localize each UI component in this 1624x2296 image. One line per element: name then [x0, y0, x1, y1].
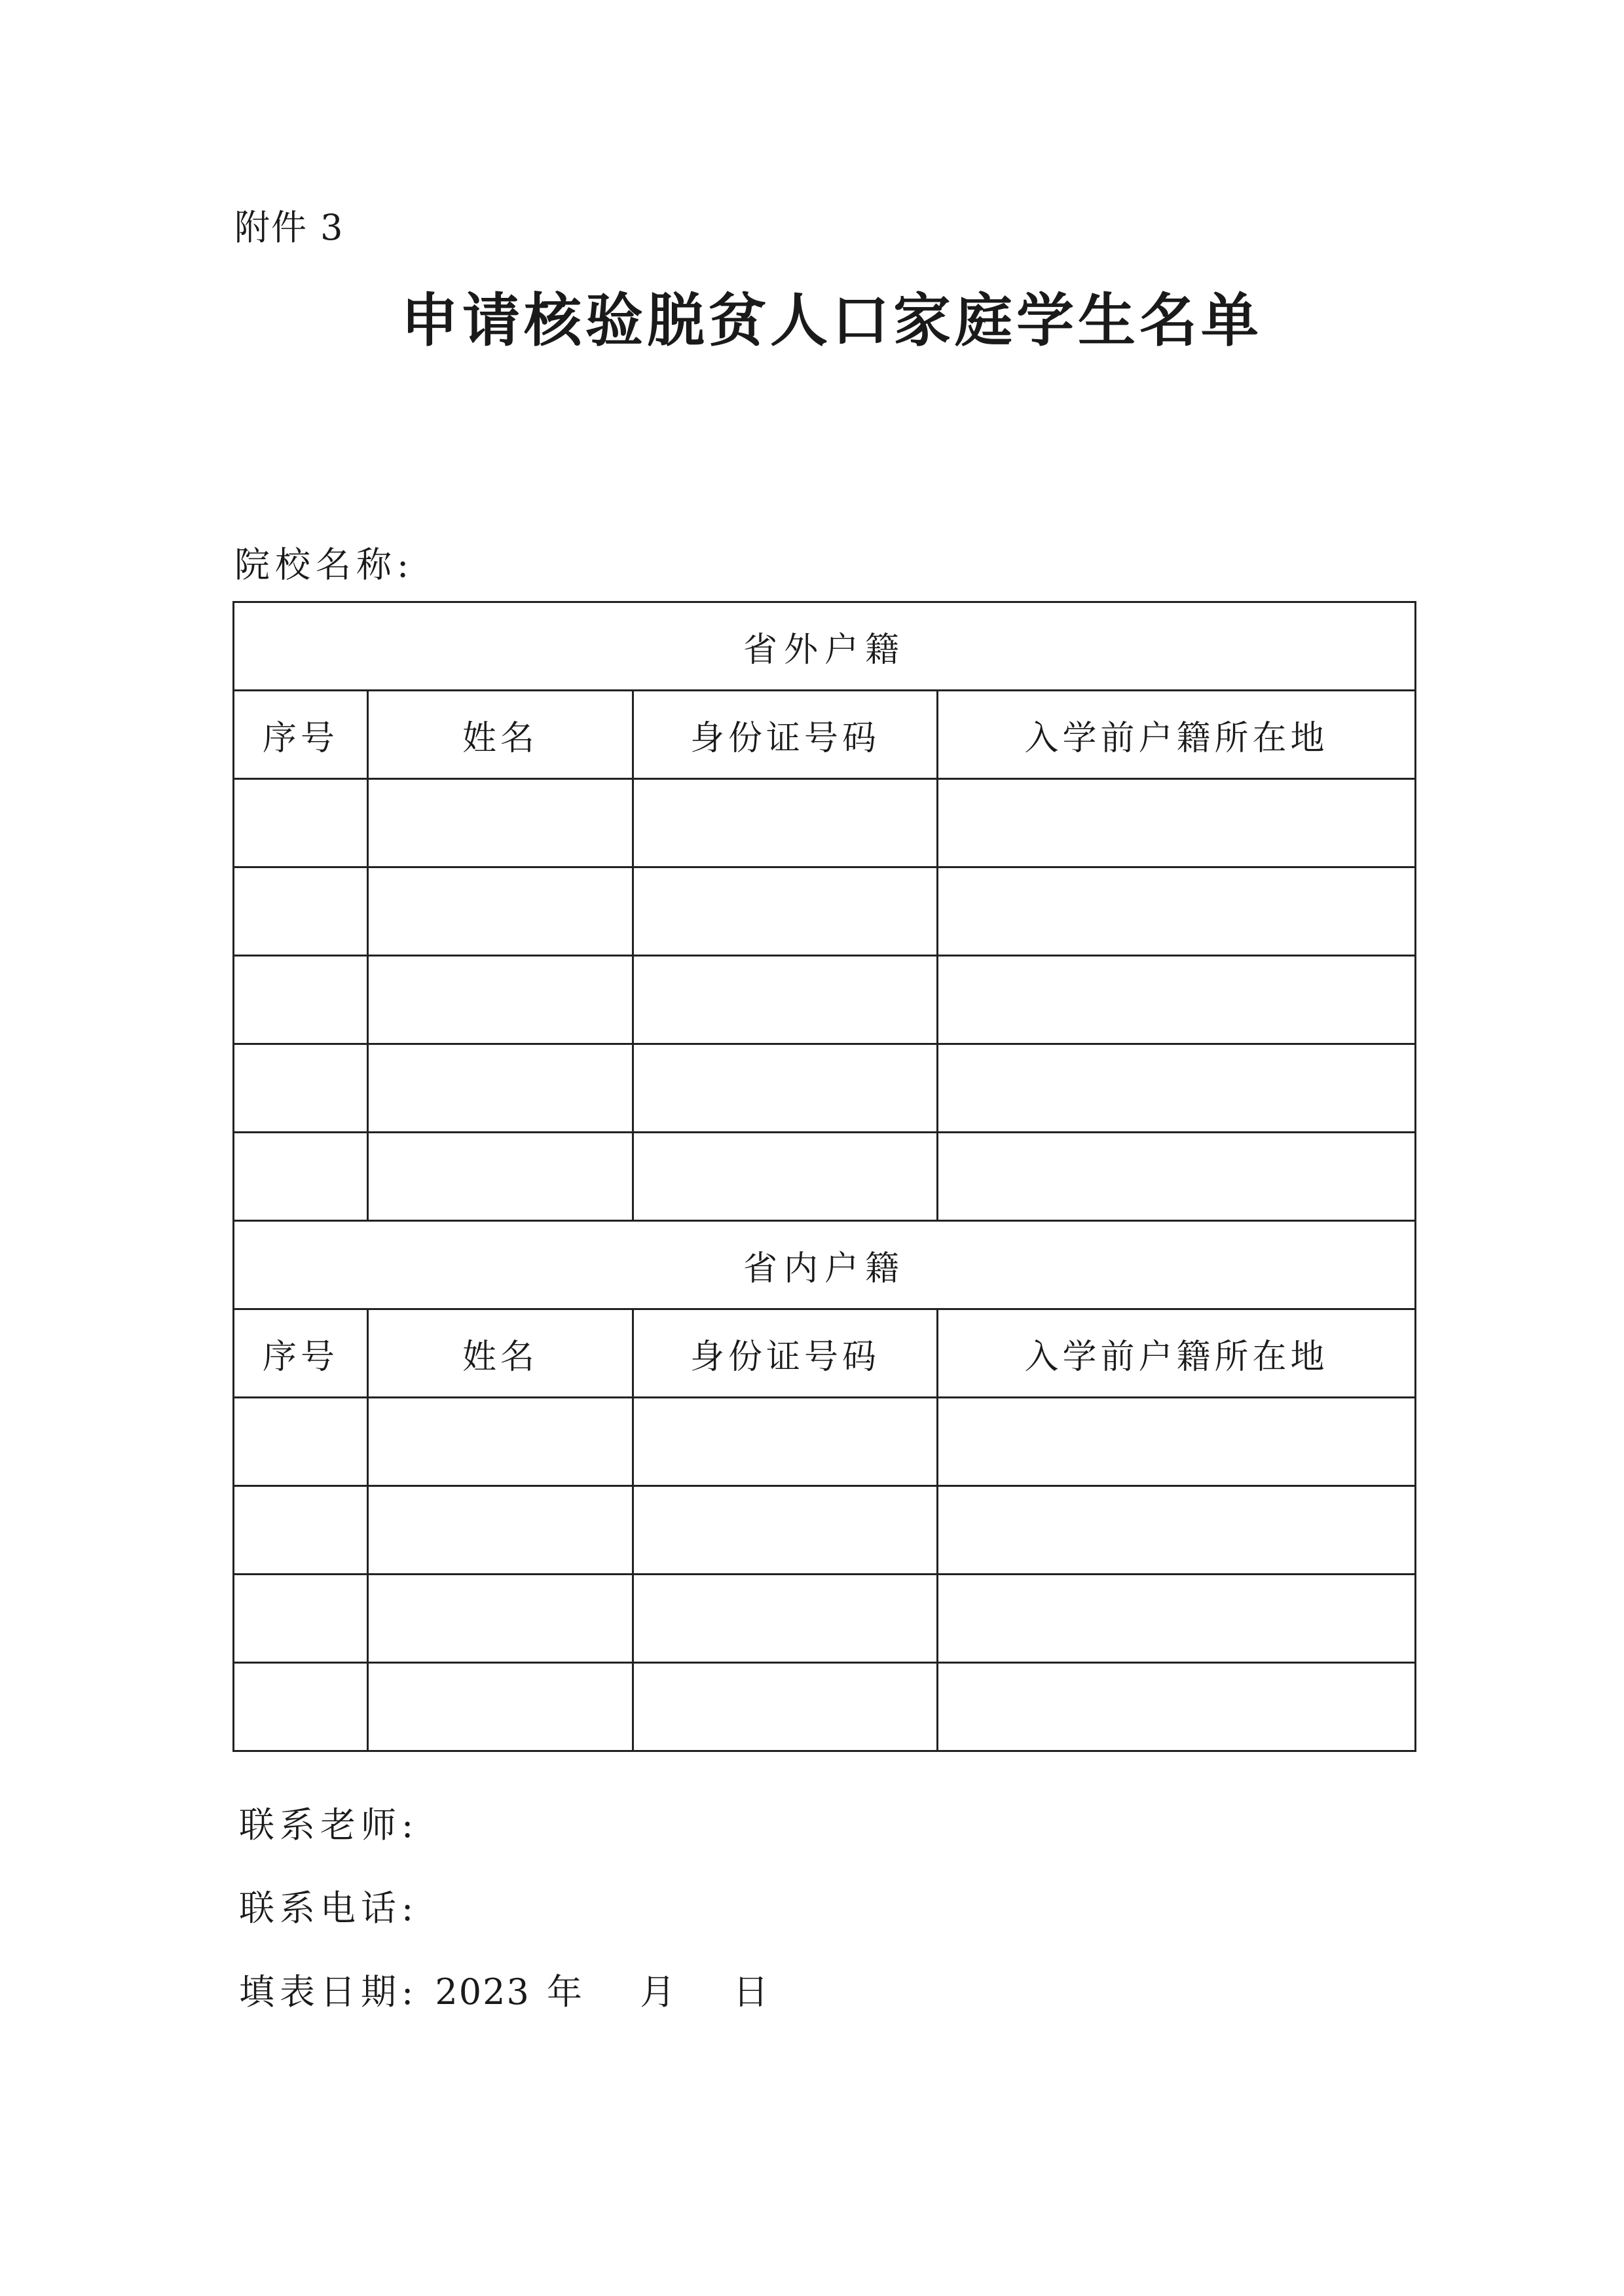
student-roster-table — [232, 601, 1416, 1752]
table-cell[interactable] — [368, 1663, 633, 1751]
table-cell[interactable] — [368, 1133, 633, 1221]
table-cell[interactable] — [938, 1575, 1416, 1663]
attachment-label: 附件 3 — [234, 207, 344, 248]
section-heading-row — [234, 1221, 1416, 1309]
table-cell[interactable] — [633, 1575, 938, 1663]
table-row — [234, 1663, 1416, 1751]
table-cell[interactable] — [633, 1663, 938, 1751]
column-header: 序号 — [234, 1309, 368, 1398]
school-name-label: 院校名称: — [234, 544, 415, 585]
section-heading-row — [234, 602, 1416, 691]
table-cell[interactable] — [938, 1398, 1416, 1486]
table-row — [234, 1398, 1416, 1486]
table-cell[interactable] — [633, 1486, 938, 1575]
table-cell[interactable] — [368, 1044, 633, 1133]
column-header: 入学前户籍所在地 — [938, 691, 1416, 779]
fill-date-line — [239, 1964, 773, 2014]
table-cell[interactable] — [234, 1486, 368, 1575]
table-cell[interactable] — [234, 779, 368, 867]
table-cell[interactable] — [368, 779, 633, 867]
table-cell[interactable] — [938, 1486, 1416, 1575]
fill-date-month-unit: 月 — [640, 1971, 681, 2013]
column-header: 入学前户籍所在地 — [938, 1309, 1416, 1398]
column-header: 姓名 — [368, 691, 633, 779]
table-cell[interactable] — [938, 867, 1416, 956]
table-cell[interactable] — [368, 1486, 633, 1575]
column-header: 序号 — [234, 691, 368, 779]
table-row — [234, 956, 1416, 1044]
document-title: 申请核验脱贫人口家庭学生名单 — [400, 286, 1263, 354]
table-cell[interactable] — [633, 1044, 938, 1133]
table-cell[interactable] — [368, 956, 633, 1044]
table-cell[interactable] — [234, 1575, 368, 1663]
fill-date-year-unit: 年 — [546, 1971, 587, 2013]
fill-date-year: 2023 — [435, 1971, 530, 2013]
table-cell[interactable] — [633, 956, 938, 1044]
table-cell[interactable] — [633, 779, 938, 867]
table-cell[interactable] — [234, 1398, 368, 1486]
fill-date-day-unit: 日 — [733, 1971, 774, 2013]
table-cell[interactable] — [234, 1044, 368, 1133]
table-cell[interactable] — [938, 956, 1416, 1044]
table-cell[interactable] — [938, 1663, 1416, 1751]
section-heading: 省外户籍 — [234, 602, 1416, 691]
table-cell[interactable] — [938, 1133, 1416, 1221]
table-cell[interactable] — [368, 1398, 633, 1486]
table-row — [234, 1044, 1416, 1133]
column-header-row — [234, 691, 1416, 779]
table-row — [234, 1486, 1416, 1575]
table-cell[interactable] — [938, 779, 1416, 867]
table-row — [234, 779, 1416, 867]
table-cell[interactable] — [368, 1575, 633, 1663]
column-header-row — [234, 1309, 1416, 1398]
column-header: 身份证号码 — [633, 691, 938, 779]
fill-date-label: 填表日期: — [239, 1971, 419, 2013]
table-cell[interactable] — [633, 1398, 938, 1486]
table-cell[interactable] — [368, 867, 633, 956]
column-header: 姓名 — [368, 1309, 633, 1398]
table-cell[interactable] — [234, 867, 368, 956]
table-cell[interactable] — [633, 1133, 938, 1221]
column-header: 身份证号码 — [633, 1309, 938, 1398]
table-cell[interactable] — [234, 1133, 368, 1221]
table-cell[interactable] — [234, 1663, 368, 1751]
table-cell[interactable] — [234, 956, 368, 1044]
contact-phone-label: 联系电话: — [239, 1887, 419, 1929]
table-row — [234, 1575, 1416, 1663]
table-cell[interactable] — [633, 867, 938, 956]
table-row — [234, 1133, 1416, 1221]
section-heading: 省内户籍 — [234, 1221, 1416, 1309]
table-cell[interactable] — [938, 1044, 1416, 1133]
table-row — [234, 867, 1416, 956]
contact-teacher-label: 联系老师: — [239, 1804, 419, 1846]
